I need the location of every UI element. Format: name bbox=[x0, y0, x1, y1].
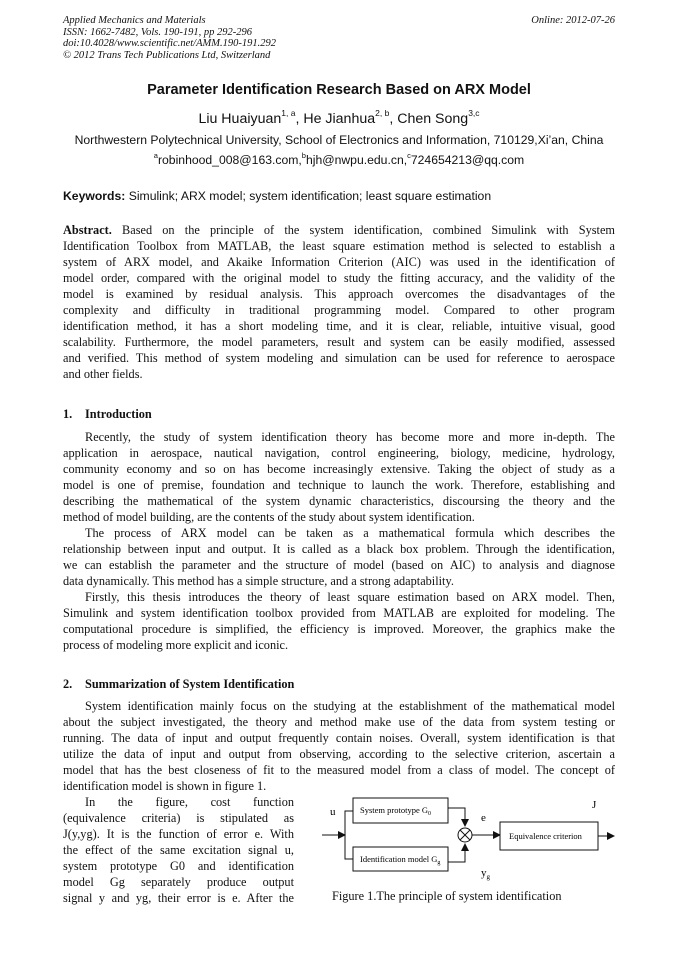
abstract-line: model order, compared with the original model to study the fitting accuracy, and the validity of the bbox=[63, 271, 615, 286]
email-link[interactable]: robinhood_008@163.com, bbox=[157, 153, 302, 167]
figure-1-diagram bbox=[318, 792, 618, 888]
summing-junction-icon bbox=[458, 828, 472, 842]
abstract-line: and verified. This method of system modeling and simulation can be used for reference to aerospace bbox=[63, 351, 615, 366]
abstract-label: Abstract. bbox=[63, 223, 112, 237]
author-emails bbox=[0, 153, 678, 167]
abstract-line: system of ARX model, and Akaike Information Criterion (AIC) was used in the identification of bbox=[63, 255, 615, 270]
figure-1-caption: Figure 1.The principle of system identification bbox=[332, 889, 562, 903]
equivalence-criterion-label: Equivalence criterion bbox=[509, 831, 582, 841]
summarization-paragraph-1: System identification mainly focus on the studying at the establishment of the mathematical model about the subject investigated, the theory and method make use of the data from system testing or running. The data of input and output frequently contain noises. Overall, system identification is that utilize the data of input and output from observing, according to the selective criterion, ascertain a model that has the best closeness of fit to the measured model from a class of model. The concept of identification model is shown in figure 1. bbox=[63, 699, 615, 794]
email-marker: a bbox=[153, 151, 158, 160]
input-signal-label: u bbox=[330, 806, 336, 818]
author-affil-marker: 2, b bbox=[375, 108, 390, 118]
keywords bbox=[63, 189, 491, 203]
author-separator: , bbox=[295, 111, 304, 127]
author-affil-marker: 1, a bbox=[281, 108, 296, 118]
affiliation: Northwestern Polytechnical University, School of Electronics and Information, 710129,Xi’an, China bbox=[74, 133, 604, 147]
abstract bbox=[63, 222, 615, 382]
email-link[interactable]: hjh@nwpu.edu.cn, bbox=[305, 153, 408, 167]
author-affil-marker: 3,c bbox=[468, 108, 480, 118]
introduction-paragraph-2: The process of ARX model can be taken as a mathematical formula which describes the relationship between input and output. It is called as a black box problem. Through the identification, we can establish the parameter and the structure of model (based on AIC) to analysis and diagnose data dynamically. This method has a simple structure, and a strong adaptability. bbox=[63, 526, 615, 589]
introduction-paragraph-1: Recently, the study of system identification theory has become more and more in-depth. The application in aerospace, nautical navigation, control engineering, biology, medicine, hydrology, community economy and so on has become increasingly extensive. Taking the object of study as a model is one of premise, foundation and technique to launch the work. Therefore, establishing and describing the mathematical of the system dynamic characteristics, discoursing the theory and the method of model building, are the contents of the study about system identification. bbox=[63, 430, 615, 525]
journal-header bbox=[63, 15, 615, 61]
paper-title: Parameter Identification Research Based on ARX Model bbox=[147, 82, 531, 98]
issn-line: ISSN: 1662-7482, Vols. 190-191, pp 292-296 bbox=[63, 26, 252, 38]
cost-function-label: J bbox=[592, 799, 597, 811]
section-heading-summarization bbox=[63, 677, 294, 692]
section-title: Summarization of System Identification bbox=[85, 677, 295, 691]
system-prototype-label: System prototype $G_0$ bbox=[360, 805, 431, 817]
prototype-output-arrow bbox=[448, 808, 465, 826]
author-list bbox=[0, 108, 678, 127]
author-name: Chen Song bbox=[397, 111, 469, 127]
introduction-paragraph-3: Firstly, this thesis introduces the theory of least square estimation based on ARX model. Then, Simulink and system identification toolbox provided from MATLAB are exploited for modeling. The computational procedure is simplified, the efficiency is improved. Moreover, the graphics make the process of modeling more explicit and iconic. bbox=[63, 590, 615, 653]
email-marker: c bbox=[407, 151, 411, 160]
section-title: Introduction bbox=[85, 407, 152, 421]
abstract-line: Identification Toolbox from MATLAB, the least square estimation method is selected to establish a bbox=[63, 239, 615, 254]
abstract-line: and other fields. bbox=[63, 367, 143, 382]
abstract-line: Abstract. Based on the principle of the system identification, combined Simulink with System bbox=[63, 223, 615, 237]
keywords-label: Keywords: bbox=[63, 189, 126, 203]
copyright-line: © 2012 Trans Tech Publications Ltd, Switzerland bbox=[63, 49, 271, 61]
keywords-text: Simulink; ARX model; system identification; least square estimation bbox=[128, 189, 492, 203]
email-marker: b bbox=[301, 151, 306, 160]
abstract-line: model is examined by residual analysis. This approach overcomes the disadvantages of the bbox=[63, 287, 615, 302]
abstract-line: scalability. Furthermore, the model parameters, result and system can be easily modified, assessed bbox=[63, 335, 615, 350]
model-output-label: $y_g$ bbox=[481, 867, 490, 881]
author-separator: , bbox=[389, 111, 398, 127]
journal-name: Applied Mechanics and Materials bbox=[63, 15, 206, 26]
abstract-line: identification method, it has a short modeling time, and it is clear, reliable, intuitive visual, good bbox=[63, 319, 615, 334]
section-number: 2. bbox=[63, 677, 73, 691]
author-name: He Jianhua bbox=[303, 111, 376, 127]
error-signal-label: e bbox=[481, 812, 486, 824]
section-heading-introduction bbox=[63, 407, 152, 422]
author-name: Liu Huaiyuan bbox=[198, 111, 282, 127]
input-split-line bbox=[345, 811, 353, 859]
online-date: Online: 2012-07-26 bbox=[531, 15, 615, 26]
summarization-paragraph-2: In the figure, cost function (equivalence criteria) is stipulated as J(y,yg). It is the function of error e. With the effect of the same excitation signal u, system prototype G0 and identification model Gg separately produce output signal y and yg, their error is e. After the bbox=[63, 795, 294, 906]
doi-link[interactable]: doi:10.4028/www.scientific.net/AMM.190-191.292 bbox=[63, 38, 276, 50]
abstract-line: complexity and difficulty in traditional programming model. Compared to other program bbox=[63, 303, 615, 318]
model-output-arrow bbox=[448, 844, 465, 862]
email-link[interactable]: 724654213@qq.com bbox=[410, 153, 525, 167]
section-number: 1. bbox=[63, 407, 73, 421]
identification-model-label: Identification model $G_g$ bbox=[360, 854, 441, 866]
